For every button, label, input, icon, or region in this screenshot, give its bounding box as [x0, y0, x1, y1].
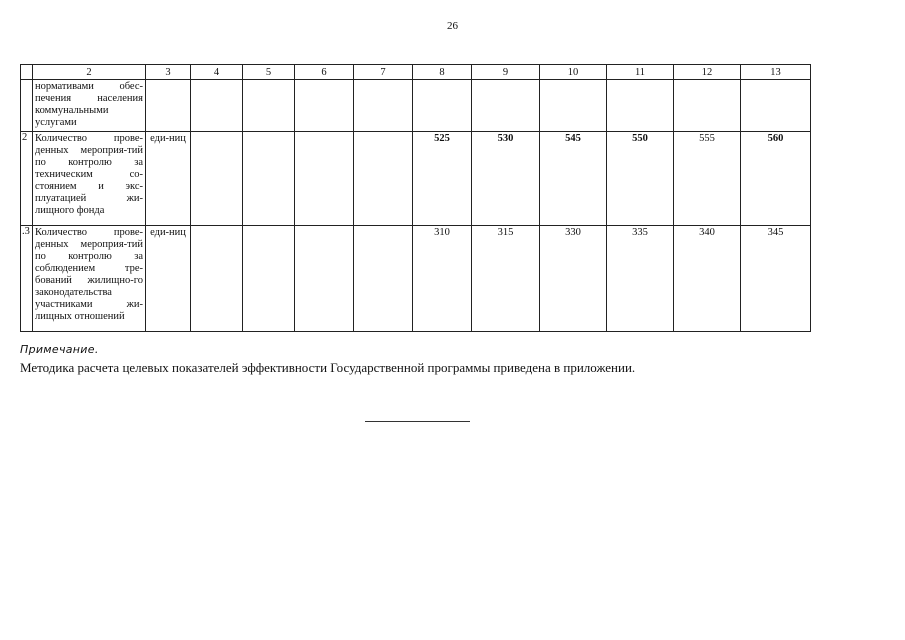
value-cell	[413, 80, 472, 132]
value-cell	[674, 80, 741, 132]
value-cell	[191, 226, 243, 332]
indicator-name: нормативами обес-печения населения коммунальными услугами	[33, 80, 146, 132]
value-cell	[295, 80, 354, 132]
header-cell: 3	[146, 65, 191, 80]
value-cell	[295, 132, 354, 226]
value-cell	[540, 80, 607, 132]
header-cell: 9	[472, 65, 540, 80]
value-cell: 560	[741, 132, 811, 226]
row-number: .3	[21, 226, 33, 332]
value-cell: 340	[674, 226, 741, 332]
note-heading: Примечание.	[20, 343, 99, 356]
value-cell: 555	[674, 132, 741, 226]
value-cell: 330	[540, 226, 607, 332]
indicator-name: Количество прове-денных мероприя-тий по контролю за техническим со-стоянием и экс-плуатацией жи-лищного фонда	[33, 132, 146, 226]
table-row	[21, 226, 811, 332]
value-cell: 525	[413, 132, 472, 226]
table-row	[21, 132, 811, 226]
row-number: 2	[21, 132, 33, 226]
header-cell: 10	[540, 65, 607, 80]
unit-cell	[146, 80, 191, 132]
value-cell: 335	[607, 226, 674, 332]
header-cell: 2	[33, 65, 146, 80]
value-cell: 545	[540, 132, 607, 226]
value-cell: 550	[607, 132, 674, 226]
value-cell: 530	[472, 132, 540, 226]
value-cell	[354, 132, 413, 226]
indicator-name: Количество прове-денных мероприя-тий по контролю за соблюдением тре-бований жилищно-го законодательства участниками жи-лищных отношений	[33, 226, 146, 332]
header-cell: 8	[413, 65, 472, 80]
value-cell	[354, 80, 413, 132]
header-cell: 11	[607, 65, 674, 80]
row-number	[21, 80, 33, 132]
indicators-table	[20, 64, 811, 332]
unit-cell: еди-ниц	[146, 132, 191, 226]
separator-line	[365, 421, 470, 422]
value-cell: 345	[741, 226, 811, 332]
header-cell: 7	[354, 65, 413, 80]
unit-cell: еди-ниц	[146, 226, 191, 332]
header-cell: 6	[295, 65, 354, 80]
value-cell	[472, 80, 540, 132]
table-header-row	[21, 65, 811, 80]
page-number: 26	[447, 20, 458, 32]
value-cell	[741, 80, 811, 132]
header-cell: 13	[741, 65, 811, 80]
value-cell	[607, 80, 674, 132]
value-cell	[191, 132, 243, 226]
value-cell	[243, 80, 295, 132]
value-cell	[243, 132, 295, 226]
value-cell	[354, 226, 413, 332]
value-cell	[191, 80, 243, 132]
value-cell: 315	[472, 226, 540, 332]
header-cell: 4	[191, 65, 243, 80]
header-cell: 12	[674, 65, 741, 80]
table-row	[21, 80, 811, 132]
header-cell	[21, 65, 33, 80]
value-cell	[295, 226, 354, 332]
value-cell	[243, 226, 295, 332]
header-cell: 5	[243, 65, 295, 80]
value-cell: 310	[413, 226, 472, 332]
note-text: Методика расчета целевых показателей эффективности Государственной программы приведена в приложении.	[20, 360, 636, 375]
